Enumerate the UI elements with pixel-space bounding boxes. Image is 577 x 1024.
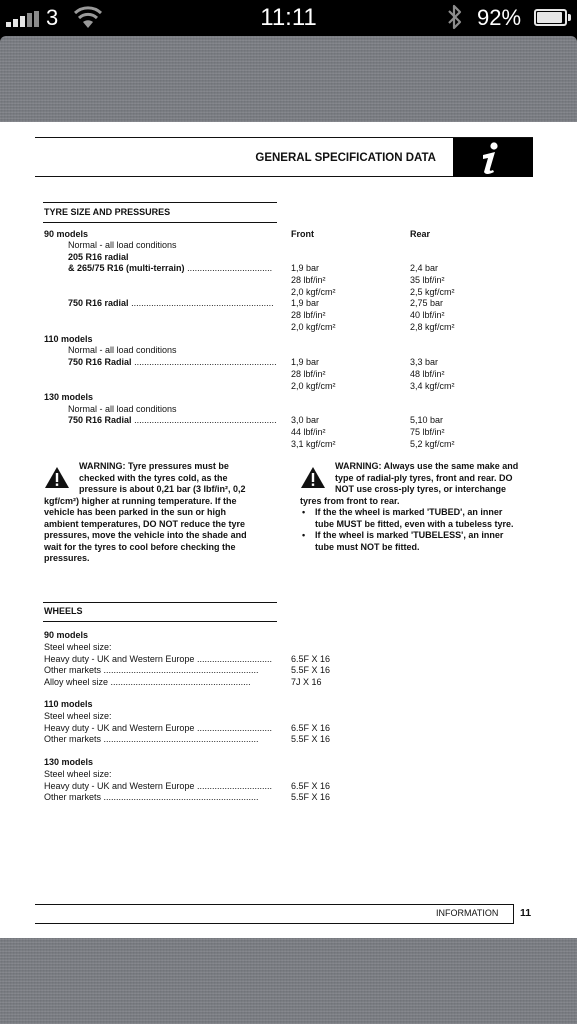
rear-pressure-kgf: 5,2 kgf/cm² (410, 439, 455, 449)
footer-divider (513, 904, 514, 924)
rear-pressure-bar: 2,4 bar (410, 263, 439, 273)
rear-pressure-lbf: 75 lbf/in² (410, 427, 445, 437)
rear-pressure-bar: 5,10 bar (410, 415, 444, 425)
carrier-name: 3 (46, 5, 59, 30)
wheel-spec-row (44, 734, 287, 745)
bullet-symbol: • (302, 530, 306, 540)
front-pressure-kgf: 2,0 kgf/cm² (291, 322, 336, 332)
tyre-size-row (68, 415, 287, 426)
warning-text: ambient temperatures, DO NOT reduce the tyre (44, 519, 246, 529)
wheel-spec-row (44, 665, 287, 676)
warning-text: checked with the tyres cold, as the (79, 473, 228, 483)
warning-icon (300, 466, 326, 494)
front-pressure-lbf: 28 lbf/in² (291, 275, 326, 285)
wheel-market: Other markets (44, 734, 102, 744)
load-conditions: Normal - all load conditions (68, 240, 177, 250)
warning-text: WARNING: Always use the same make and (335, 461, 519, 471)
page-title: GENERAL SPECIFICATION DATA (255, 152, 436, 164)
rear-pressure-kgf: 2,8 kgf/cm² (410, 322, 455, 332)
warning-text: pressures, move the vehicle into the shade and (44, 530, 247, 540)
load-conditions: Normal - all load conditions (68, 404, 177, 414)
wheel-type-label: Steel wheel size: (44, 769, 112, 779)
warning-text: wait for the tyres to cool before checking the (44, 542, 236, 552)
warning-text: type of radial-ply tyres, front and rear. DO (335, 473, 513, 483)
leader-dots: ........................................................ (110, 677, 251, 687)
wheel-spec-row (44, 723, 287, 734)
tyre-size: 750 R16 Radial (68, 357, 132, 367)
rear-pressure-bar: 3,3 bar (410, 357, 439, 367)
front-pressure-lbf: 28 lbf/in² (291, 369, 326, 379)
section-title-wheels: WHEELS (44, 606, 83, 616)
bullet-text: If the the wheel is marked 'TUBED', an inner (315, 507, 503, 517)
wheel-size: 6.5F X 16 (291, 654, 331, 664)
section-title-tyres: TYRE SIZE AND PRESSURES (44, 207, 171, 217)
front-pressure-kgf: 2,0 kgf/cm² (291, 381, 336, 391)
model-label: 90 models (44, 630, 89, 640)
footer-section-label: INFORMATION (436, 908, 499, 918)
column-header-front: Front (291, 229, 314, 239)
wheel-size: 5.5F X 16 (291, 792, 331, 802)
wheel-market: Other markets (44, 792, 102, 802)
wheel-spec-row (44, 792, 287, 803)
page-number: 11 (520, 907, 532, 919)
column-header-rear: Rear (410, 229, 431, 239)
wheel-market: Other markets (44, 665, 102, 675)
rear-pressure-bar: 2,75 bar (410, 298, 444, 308)
info-icon (453, 138, 533, 177)
front-pressure-kgf: 3,1 kgf/cm² (291, 439, 336, 449)
front-pressure-kgf: 2,0 kgf/cm² (291, 287, 336, 297)
wheel-market: Alloy wheel size (44, 677, 109, 687)
front-pressure-bar: 1,9 bar (291, 263, 320, 273)
rear-pressure-kgf: 2,5 kgf/cm² (410, 287, 455, 297)
battery-percentage: 92% (477, 5, 522, 30)
toolbar-background (0, 36, 577, 122)
wheel-market: Heavy duty - UK and Western Europe (44, 723, 195, 733)
leader-dots: ......................................................... (134, 357, 277, 367)
rear-pressure-lbf: 40 lbf/in² (410, 310, 445, 320)
tyre-size: & 265/75 R16 (multi-terrain) (68, 263, 185, 273)
tyre-size: 750 R16 Radial (68, 415, 132, 425)
front-pressure-lbf: 28 lbf/in² (291, 310, 326, 320)
tyre-size-row (68, 298, 287, 309)
bullet-text: tube MUST be fitted, even with a tubeless tyre. (315, 519, 514, 529)
section-rule (43, 602, 277, 603)
leader-dots: .............................................................. (103, 792, 259, 802)
warning-text: NOT use cross-ply tyres, or interchange (335, 484, 507, 494)
leader-dots: ......................................................... (134, 415, 277, 425)
warning-text: WARNING: Tyre pressures must be (79, 461, 229, 471)
leader-dots: .............................................................. (103, 665, 259, 675)
status-bar (0, 0, 577, 36)
warning-text: vehicle has been parked in the sun or high (44, 507, 227, 517)
wheel-spec-row (44, 677, 287, 688)
leader-dots: ......................................................... (131, 298, 274, 308)
wheel-size: 6.5F X 16 (291, 723, 331, 733)
model-label: 110 models (44, 334, 93, 344)
wheel-size: 5.5F X 16 (291, 665, 331, 675)
wheel-spec-row (44, 654, 287, 665)
page-header (35, 137, 533, 177)
wheel-type-label: Steel wheel size: (44, 642, 112, 652)
leader-dots: .............................. (196, 781, 272, 791)
leader-dots: .............................. (196, 654, 272, 664)
clock: 11:11 (260, 4, 317, 31)
warning-text: pressure is about 0,21 bar (3 lbf/in², 0,2 (79, 484, 246, 494)
model-label: 130 models (44, 392, 94, 402)
battery-icon (534, 9, 572, 26)
bullet-text: tube must NOT be fitted. (315, 542, 420, 552)
tyre-size: 750 R16 radial (68, 298, 129, 308)
warning-text: tyres from front to rear. (300, 496, 400, 506)
front-pressure-bar: 1,9 bar (291, 357, 320, 367)
wheel-market: Heavy duty - UK and Western Europe (44, 654, 195, 664)
model-label: 90 models (44, 229, 89, 239)
leader-dots: .............................. (196, 723, 272, 733)
document-page[interactable] (0, 122, 577, 938)
wheel-size: 5.5F X 16 (291, 734, 331, 744)
wheel-size: 7J X 16 (291, 677, 322, 687)
bullet-text: If the wheel is marked 'TUBELESS', an inner (315, 530, 504, 540)
load-conditions: Normal - all load conditions (68, 345, 177, 355)
section-rule (43, 222, 277, 223)
leader-dots: .................................. (187, 263, 273, 273)
front-pressure-bar: 3,0 bar (291, 415, 320, 425)
rear-pressure-lbf: 48 lbf/in² (410, 369, 445, 379)
rear-pressure-lbf: 35 lbf/in² (410, 275, 445, 285)
front-pressure-lbf: 44 lbf/in² (291, 427, 326, 437)
leader-dots: .............................................................. (103, 734, 259, 744)
bullet-symbol: • (302, 507, 306, 517)
model-label: 110 models (44, 699, 93, 709)
wheel-spec-row (44, 781, 287, 792)
tyre-size-row (68, 263, 287, 274)
warning-text: kgf/cm²) higher at running temperature. If the (44, 496, 237, 506)
section-rule (43, 621, 277, 622)
bottom-toolbar-background (0, 938, 577, 1024)
rear-pressure-kgf: 3,4 kgf/cm² (410, 381, 455, 391)
section-rule (43, 202, 277, 203)
wheel-market: Heavy duty - UK and Western Europe (44, 781, 195, 791)
model-label: 130 models (44, 757, 94, 767)
tyre-size: 205 R16 radial (68, 252, 129, 262)
warning-icon (44, 466, 70, 494)
wheel-type-label: Steel wheel size: (44, 711, 112, 721)
bluetooth-icon (446, 3, 464, 31)
tyre-size-row (68, 357, 287, 368)
wheel-size: 6.5F X 16 (291, 781, 331, 791)
warning-text: pressures. (44, 553, 90, 563)
front-pressure-bar: 1,9 bar (291, 298, 320, 308)
